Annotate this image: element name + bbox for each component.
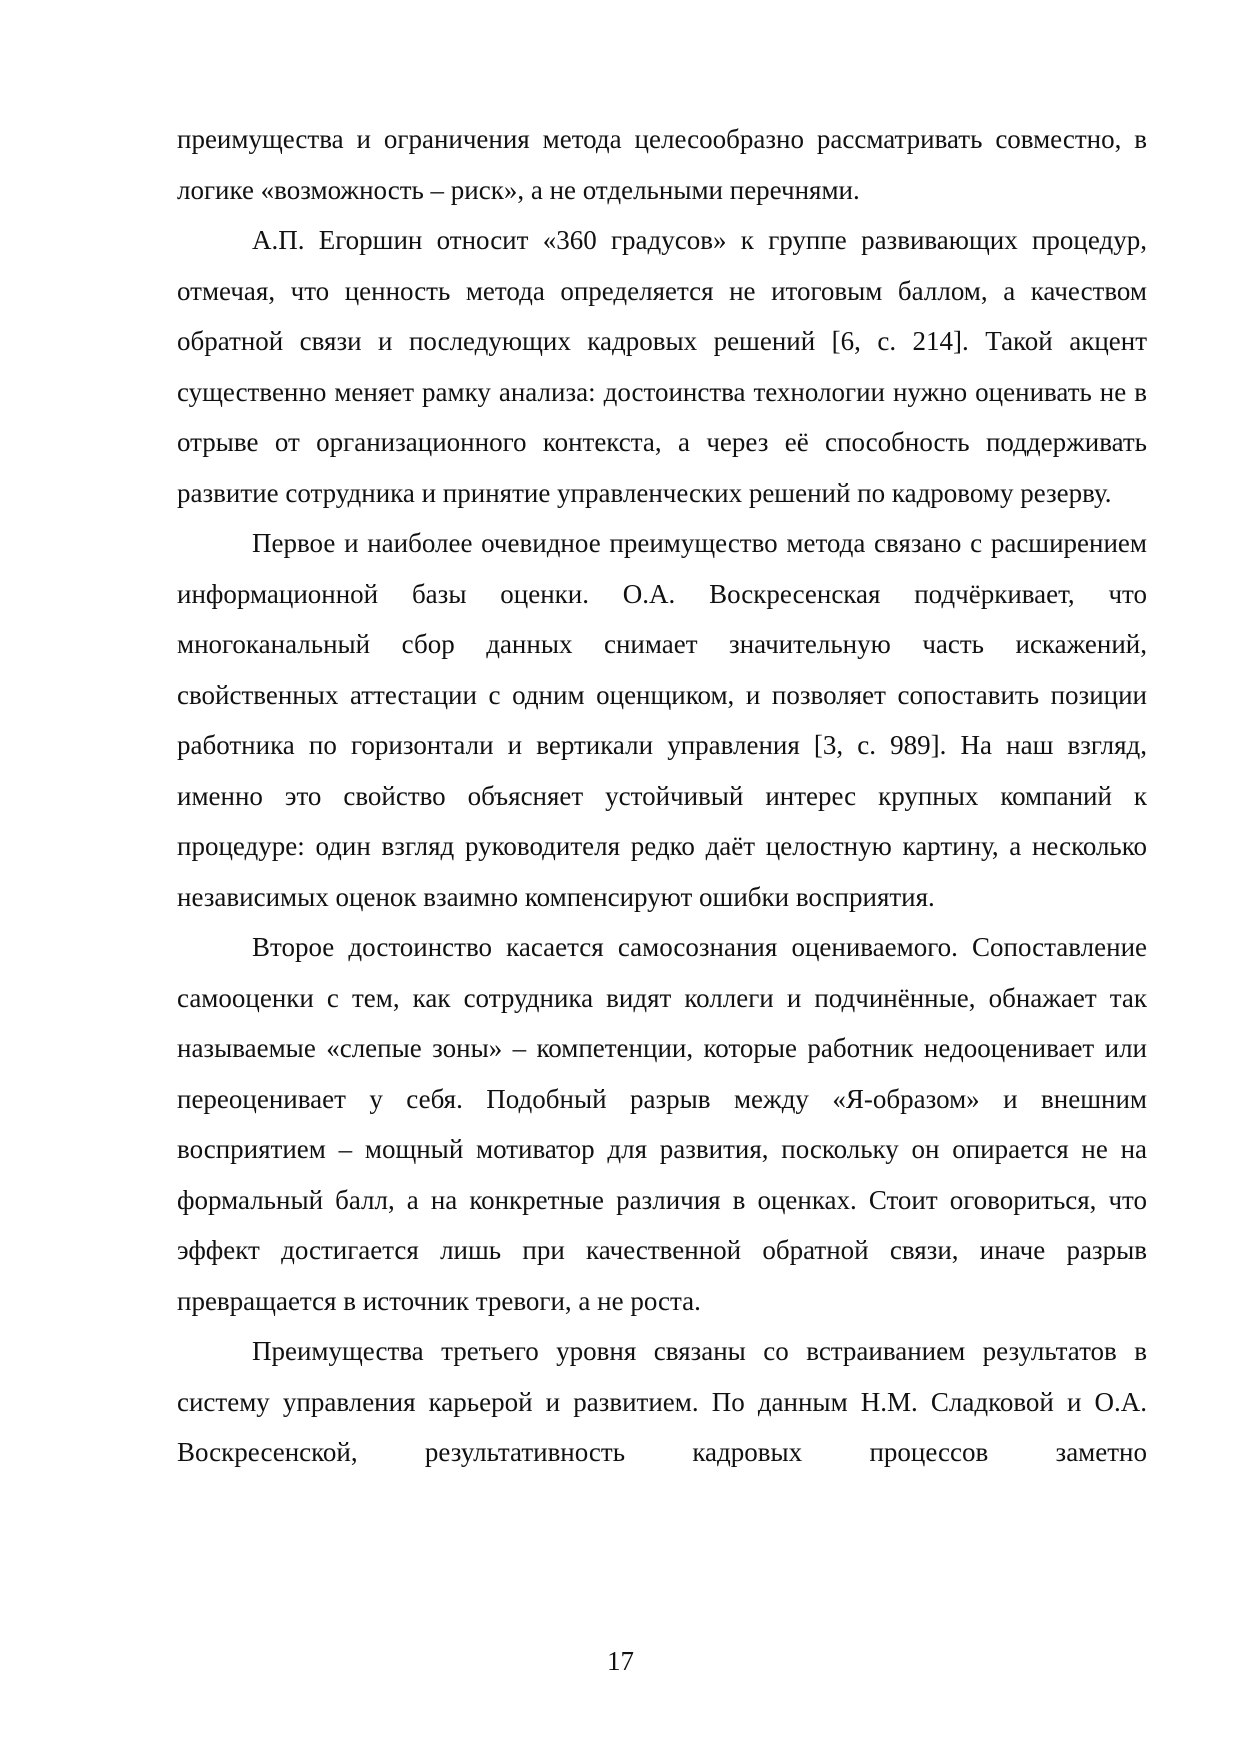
body-text	[177, 114, 1147, 1478]
paragraph-second-advantage: Второе достоинство касается самосознания оцениваемого. Сопоставление самооценки с тем, как сотрудника видят коллеги и подчинённые, обнажает так называемые «слепые зоны» – компетенции, которые работник недооценивает или переоценивает у себя. Подобный разрыв между «Я-образом» и внешним восприятием – мощный мотиватор для развития, поскольку он опирается не на формальный балл, а на конкретные различия в оценках. Стоит оговориться, что эффект достигается лишь при качественной обратной связи, иначе разрыв превращается в источник тревоги, а не роста.	[177, 932, 1147, 1316]
paragraph-continuation: преимущества и ограничения метода целесообразно рассматривать совместно, в логике «возможность – риск», а не отдельными перечнями.	[177, 124, 1147, 205]
paragraph-egorshin: А.П. Егоршин относит «360 градусов» к группе развивающих процедур, отмечая, что ценность метода определяется не итоговым баллом, а качеством обратной связи и последующих кадровых решений [6, с. 214]. Такой акцент существенно меняет рамку анализа: достоинства технологии нужно оценивать не в отрыве от организационного контекста, а через её способность поддерживать развитие сотрудника и принятие управленческих решений по кадровому резерву.	[177, 225, 1147, 508]
paragraph-third-level: Преимущества третьего уровня связаны со встраиванием результатов в систему управления карьерой и развитием. По данным Н.М. Сладковой и О.А. Воскресенской, результативность кадровых процессов заметно	[177, 1336, 1147, 1467]
page-number: 17	[607, 1646, 634, 1676]
paragraph-first-advantage: Первое и наиболее очевидное преимущество метода связано с расширением информационной базы оценки. О.А. Воскресенская подчёркивает, что многоканальный сбор данных снимает значительную часть искажений, свойственных аттестации с одним оценщиком, и позволяет сопоставить позиции работника по горизонтали и вертикали управления [3, с. 989]. На наш взгляд, именно это свойство объясняет устойчивый интерес крупных компаний к процедуре: один взгляд руководителя редко даёт целостную картину, а несколько независимых оценок взаимно компенсируют ошибки восприятия.	[177, 528, 1147, 912]
